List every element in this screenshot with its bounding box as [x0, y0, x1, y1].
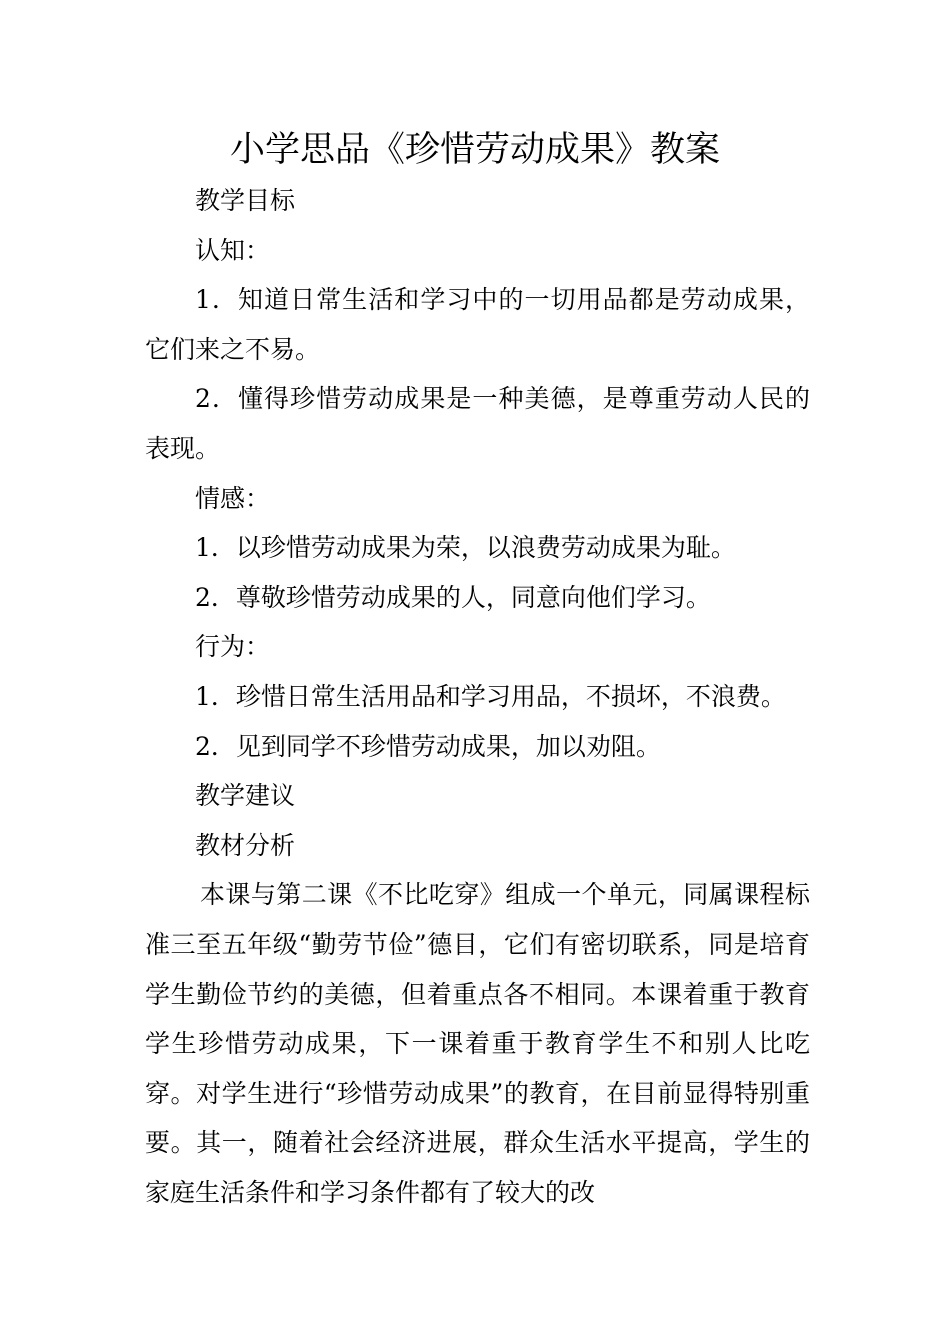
subheading-cognition: 认知：	[195, 235, 271, 265]
subheading-behavior: 行为：	[195, 632, 271, 662]
body-paragraph: 本课与第二课《不比吃穿》组成一个单元，同属课程标准三至五年级“勤劳节俭”德目，它们有密切联系，同是培育学生勤俭节约的美德，但着重点各不相同。本课着重于教育学生珍惜劳动成果，下一课着重于教育学生不和别人比吃穿。对学生进行“珍惜劳动成果”的教育，在目前显得特别重要。其一，随着社会经济进展，群众生活水平提高，学生的家庭生活条件和学习条件都有了较大的改	[145, 880, 810, 1207]
list-item: 1．知道日常生活和学习中的一切用品都是劳动成果，它们来之不易。	[145, 285, 810, 364]
list-item: 2．懂得珍惜劳动成果是一种美德，是尊重劳动人民的表现。	[145, 384, 810, 463]
subheading-emotion: 情感：	[195, 483, 271, 513]
list-item: 2．见到同学不珍惜劳动成果，加以劝阻。	[195, 731, 661, 761]
section-heading-teaching-goals: 教学目标	[195, 186, 296, 215]
list-item: 1．以珍惜劳动成果为荣，以浪费劳动成果为耻。	[195, 533, 736, 563]
list-item: 1．珍惜日常生活用品和学习用品，不损坏，不浪费。	[195, 681, 786, 711]
subheading-material-analysis: 教材分析	[195, 830, 296, 860]
document-body	[145, 176, 810, 1217]
list-item: 2．尊敬珍惜劳动成果的人，同意向他们学习。	[195, 582, 711, 612]
section-heading-teaching-suggestions: 教学建议	[195, 781, 296, 811]
document-title: 小学思品《珍惜劳动成果》教案	[229, 130, 720, 170]
